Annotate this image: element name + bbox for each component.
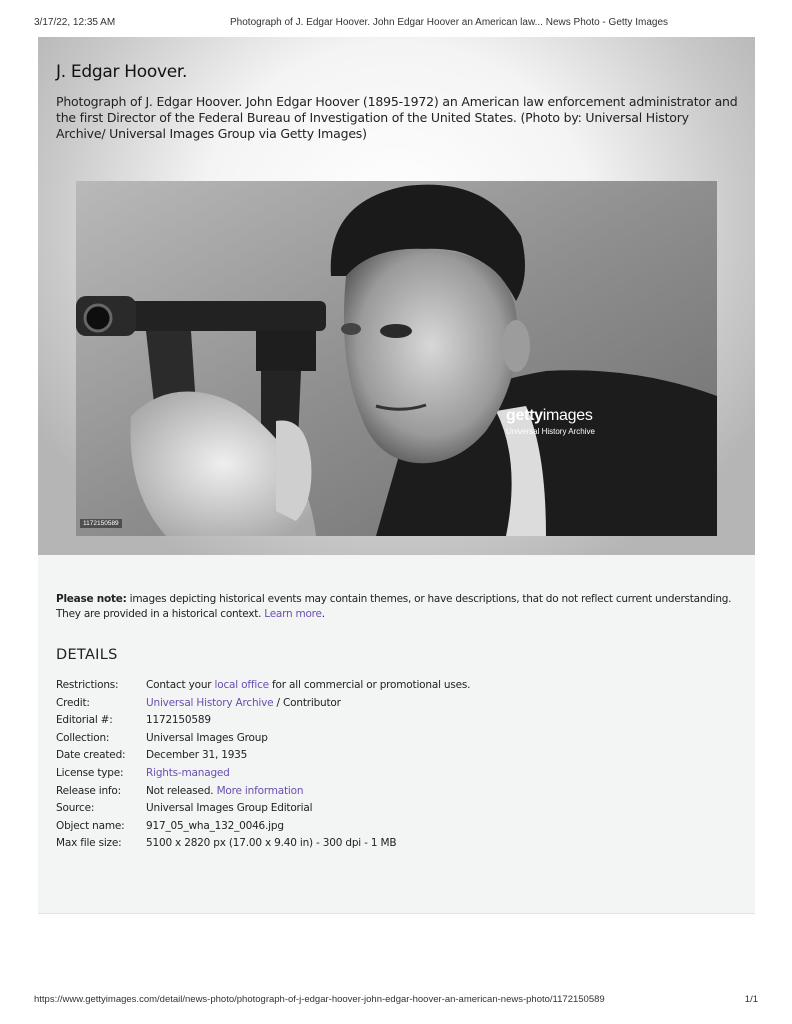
historical-note [56, 592, 736, 621]
local-office-link[interactable]: local office [214, 679, 269, 691]
note-end: . [321, 607, 325, 620]
detail-label: Restrictions: [56, 679, 119, 691]
print-page-number: 1/1 [744, 994, 758, 1005]
getty-watermark-logo [506, 407, 593, 425]
detail-label: Credit: [56, 696, 90, 709]
detail-value: Universal Images Group [146, 731, 268, 744]
detail-value [146, 767, 230, 779]
detail-value: December 31, 1935 [146, 749, 248, 762]
release-pre: Not released. [146, 784, 217, 797]
print-date: 3/17/22, 12:35 AM [34, 17, 116, 28]
print-url: https://www.gettyimages.com/detail/news-photo/photograph-of-j-edgar-hoover-john-edgar-hoover-an-american-news-photo/1172150589 [34, 994, 605, 1005]
detail-value: 5100 x 2820 px (17.00 x 9.40 in) - 300 dpi - 1 MB [146, 837, 397, 850]
watermark-credit: Universal History Archive [506, 427, 595, 436]
detail-value [146, 785, 303, 797]
print-page-title: Photograph of J. Edgar Hoover. John Edgar Hoover an American law... News Photo - Getty Images [230, 17, 669, 28]
restrictions-pre: Contact your [146, 679, 215, 691]
detail-label: License type: [56, 766, 124, 779]
detail-label: Max file size: [56, 837, 122, 850]
detail-value: 1172150589 [146, 714, 211, 727]
detail-value: Universal Images Group Editorial [146, 802, 313, 815]
detail-value [146, 679, 470, 691]
note-label: Please note: [56, 593, 127, 605]
details-heading: DETAILS [56, 647, 118, 663]
note-text: images depicting historical events may contain themes, or have descriptions, that do not reflect current understanding. They are provided in a historical context. [56, 593, 732, 620]
watermark-brand: getty [506, 407, 543, 424]
headline: J. Edgar Hoover. [56, 62, 188, 82]
detail-value [146, 697, 341, 709]
credit-post: / Contributor [273, 696, 341, 709]
print-footer [34, 994, 758, 1008]
watermark-brand-suffix: images [542, 407, 593, 424]
learn-more-link[interactable]: Learn more [264, 607, 322, 620]
watermark-id: 1172150589 [80, 519, 122, 528]
more-information-link[interactable]: More information [216, 784, 304, 797]
caption: Photograph of J. Edgar Hoover. John Edgar Hoover (1895-1972) an American law enforcement administrator and the first Director of the Federal Bureau of Investigation of the United States. (Photo by: Universal History Archive/ Universal Images Group via Getty Images) [56, 94, 738, 141]
detail-label: Editorial #: [56, 714, 113, 727]
detail-value: 917_05_wha_132_0046.jpg [146, 819, 284, 832]
detail-label: Release info: [56, 784, 121, 797]
detail-label: Object name: [56, 819, 125, 832]
detail-label: Date created: [56, 749, 126, 762]
photo-illustration [76, 181, 717, 536]
detail-label: Source: [56, 802, 95, 815]
restrictions-post: for all commercial or promotional uses. [268, 679, 471, 691]
news-photo[interactable] [76, 181, 717, 536]
photo-card [38, 37, 755, 555]
details-panel [38, 555, 755, 914]
credit-link[interactable]: Universal History Archive [146, 696, 274, 709]
print-header [34, 17, 758, 31]
detail-label: Collection: [56, 731, 110, 744]
rights-managed-link[interactable]: Rights-managed [146, 766, 230, 779]
